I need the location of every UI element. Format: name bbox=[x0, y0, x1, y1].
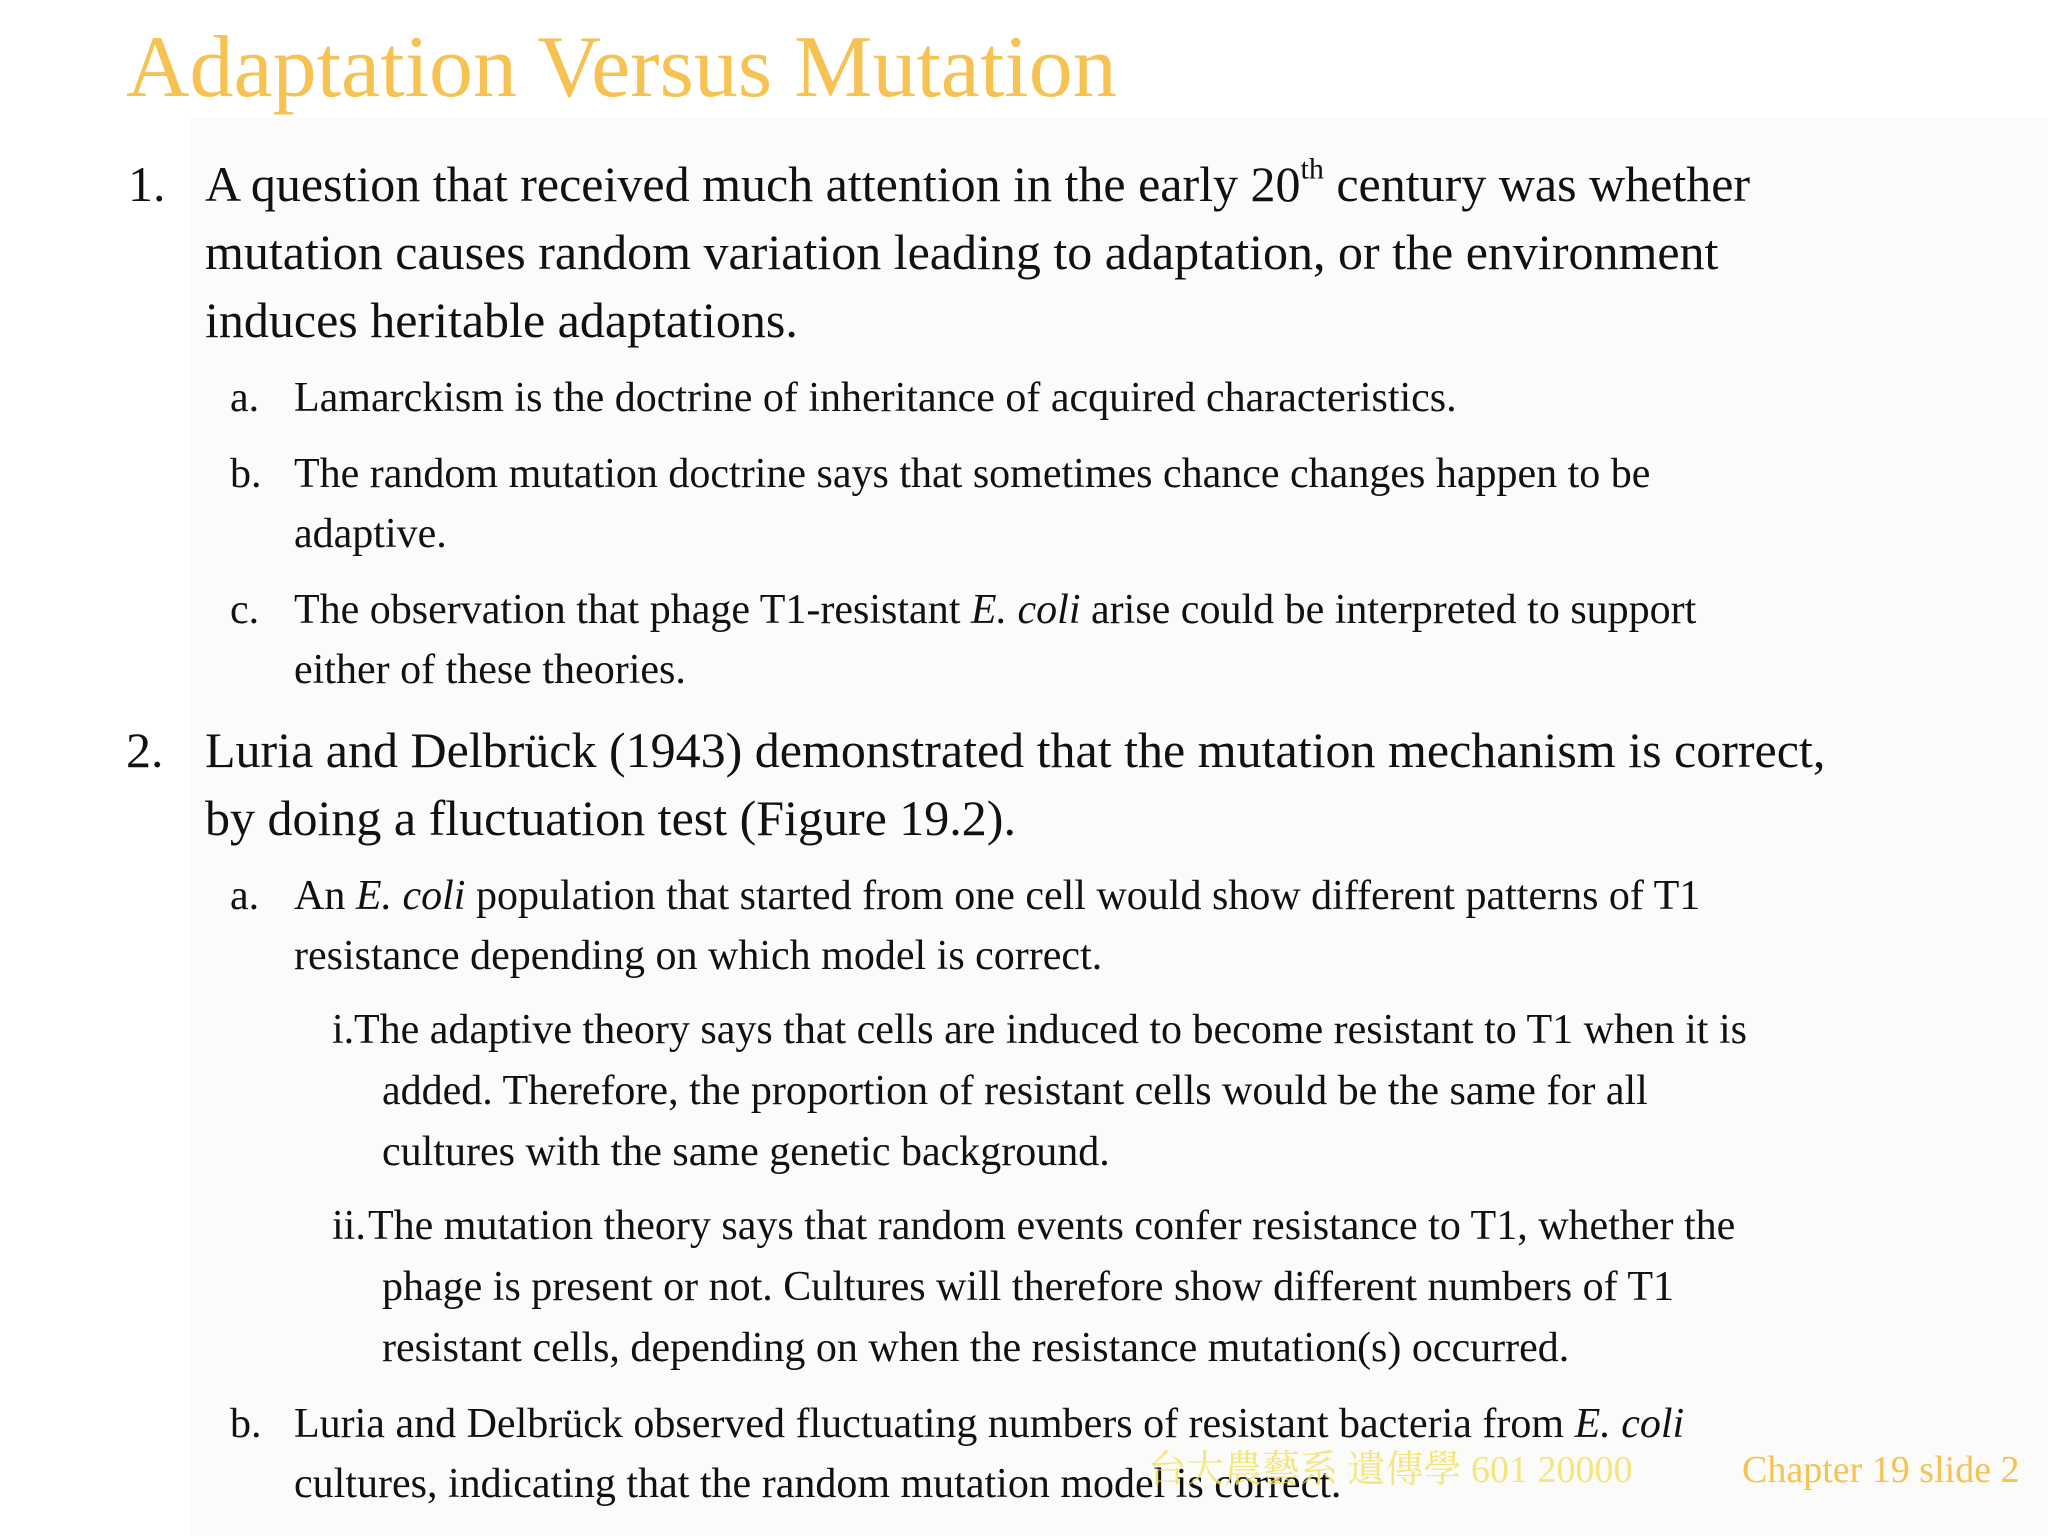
outline-item-1b bbox=[230, 444, 1650, 564]
outline-item-2a-ii bbox=[332, 1196, 1735, 1379]
item-marker: i. bbox=[332, 1007, 355, 1053]
item-2a-ii-line-3: resistant cells, depending on when the resistance mutation(s) occurred. bbox=[382, 1325, 1570, 1371]
item-marker: b. bbox=[230, 1401, 262, 1447]
outline-item-2 bbox=[126, 716, 1825, 852]
item-2-line-1: Luria and Delbrück (1943) demonstrated that the mutation mechanism is correct, bbox=[205, 722, 1826, 778]
footer-watermark: 台大農藝系 遺傳學 601 20000 bbox=[1148, 1449, 1633, 1491]
item-2a-line-1: An E. coli population that started from one cell would show different patterns of T1 bbox=[294, 873, 1701, 919]
species-name: E. coli bbox=[355, 873, 466, 919]
item-2a-ii-line-2: phage is present or not. Cultures will therefore show different numbers of T1 bbox=[382, 1264, 1674, 1310]
item-marker: c. bbox=[230, 587, 260, 633]
item-1c-line-2: either of these theories. bbox=[294, 647, 686, 693]
outline-item-1a bbox=[230, 368, 1457, 428]
item-marker: a. bbox=[230, 873, 260, 919]
item-1-line-2: mutation causes random variation leading to adaptation, or the environment bbox=[205, 224, 1719, 280]
item-1c-line-1: The observation that phage T1-resistant E. coli arise could be interpreted to support bbox=[294, 587, 1697, 633]
item-1-line-3: induces heritable adaptations. bbox=[205, 292, 798, 348]
species-name: E. coli bbox=[970, 587, 1081, 633]
item-1-line-1: A question that received much attention in the early 20th century was whether bbox=[205, 152, 1751, 212]
item-2a-i-line-2: added. Therefore, the proportion of resistant cells would be the same for all bbox=[382, 1068, 1648, 1114]
item-2a-ii-line-1: The mutation theory says that random events confer resistance to T1, whether the bbox=[368, 1203, 1736, 1249]
outline-item-2a-i bbox=[332, 1000, 1747, 1183]
species-name: E. coli bbox=[1574, 1401, 1685, 1447]
item-1b-line-2: adaptive. bbox=[294, 511, 447, 557]
item-marker: b. bbox=[230, 451, 262, 497]
item-2b-line-2: cultures, indicating that the random mutation model is correct. bbox=[294, 1461, 1342, 1507]
superscript-th: th bbox=[1300, 152, 1324, 186]
outline-item-2a bbox=[230, 866, 1700, 986]
item-marker: 2. bbox=[126, 722, 164, 778]
item-marker: 1. bbox=[128, 156, 166, 212]
item-2a-i-line-1: The adaptive theory says that cells are induced to become resistant to T1 when it is bbox=[354, 1007, 1747, 1053]
outline-item-1c bbox=[230, 580, 1696, 700]
slide-number-label: Chapter 19 slide 2 bbox=[1742, 1449, 2020, 1491]
item-2a-line-2: resistance depending on which model is correct. bbox=[294, 933, 1103, 979]
item-2a-i-line-3: cultures with the same genetic background. bbox=[382, 1129, 1110, 1175]
outline-item-1 bbox=[128, 150, 1750, 354]
slide-title: Adaptation Versus Mutation bbox=[126, 19, 1117, 116]
item-1a-line-1: Lamarckism is the doctrine of inheritance of acquired characteristics. bbox=[294, 375, 1457, 421]
item-marker: ii. bbox=[332, 1203, 366, 1249]
item-marker: a. bbox=[230, 375, 260, 421]
item-2b-line-1: Luria and Delbrück observed fluctuating numbers of resistant bacteria from E. coli bbox=[294, 1401, 1685, 1447]
item-2-line-2: by doing a fluctuation test (Figure 19.2). bbox=[205, 790, 1016, 846]
item-1b-line-1: The random mutation doctrine says that sometimes chance changes happen to be bbox=[294, 451, 1651, 497]
